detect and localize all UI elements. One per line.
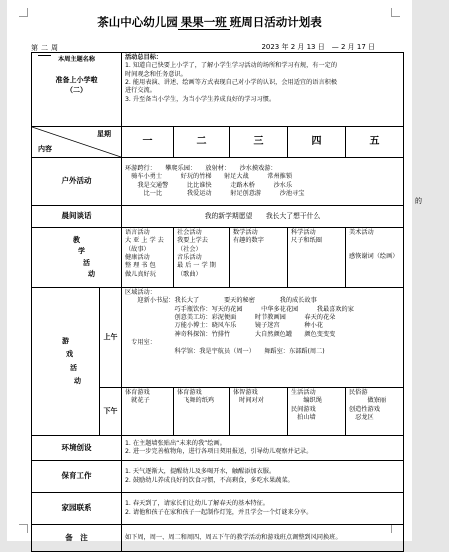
game-pm-line: 拍山墙: [291, 414, 316, 422]
goal-line: 2. 能用表演、讲述、绘画等方式表现自己对小学的认识，会用适宜的语言积极: [125, 79, 338, 87]
game-pm-line: 飞舞的纸鸡: [177, 397, 215, 405]
talk-text: 我的新学期愿望 我长大了想干什么: [122, 206, 404, 228]
game-pm-line: 编织绳: [291, 397, 322, 405]
teach-row: [32, 228, 404, 288]
env-item: 1. 在主题墙张贴出“未来的我”绘画。: [125, 439, 226, 447]
goals-cell: [122, 53, 404, 127]
teach-line: 大 亚 上 学 去: [125, 237, 164, 245]
game-pm-wed: [230, 388, 288, 436]
game-label-char: 戏: [66, 350, 73, 359]
teach-line: 有趣的数字: [233, 237, 264, 245]
teach-line: 最 后 一 学 期: [177, 262, 216, 270]
game-pm-line: 体育游戏: [125, 389, 150, 396]
game-label-char: 动: [74, 376, 81, 385]
teach-title: 语言活动: [125, 229, 150, 236]
game-pm-line: 体智游戏: [233, 389, 258, 396]
week-number: 二: [38, 42, 51, 56]
game-am-line: 迎新小书屋：我长大了 要天的秘密 我的成长故事: [125, 297, 317, 305]
week-suffix: 周: [51, 44, 58, 52]
game-pm-line: 就花子: [125, 397, 150, 405]
notes-text: 如下周，周一、周二和周四、周五下午的教学活动和游戏班点调整到风同换班。: [122, 525, 404, 552]
outdoor-cell: [122, 158, 404, 206]
teach-fri: [346, 228, 404, 288]
theme-sub: （二）: [66, 85, 87, 94]
days-label-top: 星期: [97, 130, 111, 138]
school-name: 茶山中心幼儿园: [97, 15, 178, 29]
care-item: 2. 鼓励幼儿养成良好的饮食习惯，不高剩食，多吃水果蔬菜。: [125, 476, 294, 484]
goal-line: 时间观念和任务意识。: [125, 70, 187, 78]
game-am-line: 创意美工坊：彩泥便面 时节教画园 春天的花朵: [125, 314, 336, 322]
teach-label: [32, 228, 122, 288]
care-row: [32, 461, 404, 493]
notes-label: 备 注: [32, 525, 122, 552]
teach-label-char: 学: [78, 247, 85, 256]
teach-line: 健康活动: [125, 254, 150, 262]
game-am-row: [32, 288, 404, 388]
am-label: 上午: [100, 288, 122, 388]
day-tue: 二: [174, 127, 230, 158]
teach-line: 感恢谢词（绘画）: [349, 253, 399, 261]
teach-line: 音乐活动: [177, 254, 202, 262]
game-pm-line: 生活活动: [291, 389, 316, 396]
day-thu: 四: [288, 127, 346, 158]
days-row: [32, 127, 404, 158]
teach-title: 科学活动: [291, 229, 316, 236]
outdoor-row: [32, 158, 404, 206]
teach-line: 做儿真好玩: [125, 270, 156, 278]
crop-mark-bottom-left: [19, 524, 28, 533]
goals-label: 活动总目标：: [125, 54, 163, 61]
teach-line: （歌曲）: [177, 270, 202, 278]
notes-row: [32, 525, 404, 552]
game-pm-line: 民俗游: [349, 389, 368, 396]
home-item: 2. 请他和孩子在家和孩子一起制作灯笼，并且学会一个灯谜来分享。: [125, 508, 313, 516]
outdoor-line: 我是交通警 比比谁快 走路木桥 沙水乐: [125, 181, 293, 189]
outdoor-line: 比一比 我爱运动 射足创意游 沙池寻宝: [125, 189, 305, 197]
outdoor-label: 户外活动: [32, 158, 122, 206]
outdoor-line: 环游跨行： 攀爬乐园： 放射材： 沙水摸戏游：: [125, 164, 277, 172]
theme-label: 本周主题名称: [57, 56, 96, 63]
game-pm-line: 忍龙区: [349, 414, 374, 422]
home-item: 1. 春天到了，请家长们让幼儿了解春天的基本特征。: [125, 500, 269, 508]
outdoor-line: 骑车小勇士 好玩的竹梯 射足大战 常州推锁: [125, 173, 293, 181]
care-label: 保育工作: [32, 461, 122, 493]
days-label-bottom: 内容: [38, 144, 52, 153]
week-prefix: 第: [31, 44, 38, 52]
day-fri: 五: [346, 127, 404, 158]
game-am-line: 科学馆：我是宇航员（周一） 舞蹈室：东部蹈(周二): [125, 347, 325, 355]
week-date-range: 2023 年 2 月 13 日 — 2 月 17 日: [261, 43, 375, 51]
game-pm-mon: [122, 388, 174, 436]
teach-label-char: 教: [73, 236, 80, 245]
side-note: 的: [415, 197, 422, 205]
days-label-cell: [32, 127, 122, 158]
home-row: [32, 493, 404, 525]
game-pm-fri: [346, 388, 404, 436]
env-label: 环境创设: [32, 436, 122, 461]
teach-title: 美术活动: [349, 229, 374, 236]
teach-wed: [230, 228, 288, 288]
game-pm-line: 时间对对: [233, 397, 264, 405]
teach-mon: [122, 228, 174, 288]
title-suffix: 班周日活动计划表: [229, 15, 322, 29]
game-am-line: 万能小博士：晓风车乐 镜子迷宫 种小花: [125, 322, 323, 330]
doc-title: [7, 14, 412, 30]
game-pm-line: 创造性游戏: [349, 405, 380, 413]
game-am-line: 区域活动：: [125, 289, 156, 296]
day-mon: 一: [122, 127, 174, 158]
theme-row: [32, 53, 404, 127]
talk-row: [32, 206, 404, 228]
theme-cell: [32, 53, 122, 127]
day-wed: 三: [230, 127, 288, 158]
game-am-line: 巧手瓶饮作：写天的花园 中华多花花园 我最喜欢的家: [125, 305, 354, 313]
teach-line: 整 理 书 包: [125, 262, 156, 270]
class-name: 果果一班: [178, 16, 230, 30]
care-cell: [122, 461, 404, 493]
home-cell: [122, 493, 404, 525]
pm-label: 下午: [100, 388, 122, 436]
env-item: 2. 进一步完善植物角，进行各项日契用报送，引导幼儿观察并记录。: [125, 448, 313, 455]
game-am-cell: [122, 288, 404, 388]
care-item: 1. 天气逐渐大，提醒幼儿及多喝开水，触醒添加衣服。: [125, 468, 276, 476]
home-label: 家园联系: [32, 493, 122, 525]
teach-thu: [288, 228, 346, 288]
document-page: [7, 0, 412, 541]
teach-label-char: 活: [83, 258, 90, 267]
game-pm-line: 做寮丽: [349, 397, 387, 405]
game-label-char: 活: [70, 363, 77, 372]
goal-line: 3. 升至备当小学生，为当小学生养成良好的学习习惯。: [125, 95, 276, 103]
game-pm-tue: [174, 388, 230, 436]
game-label-char: 游: [62, 336, 69, 345]
teach-title: 数学活动: [233, 229, 258, 236]
goal-line: 进行交流。: [125, 87, 156, 95]
game-label: [32, 288, 100, 436]
plan-table: [31, 52, 404, 552]
teach-line: 尺子和纸圈: [291, 237, 322, 245]
theme-name: 准备上小学啦: [55, 76, 98, 85]
goal-line: 1. 知道自己快要上小学了，了解小学生学习活动的场所和学习有规，有一定的: [125, 62, 338, 70]
game-am-line: 神奇科探馆：竹排竹 大自然颜色罐 颜色变变变: [125, 330, 336, 338]
teach-title: 社会活动: [177, 229, 202, 236]
game-am-line: 专用室：: [125, 339, 156, 347]
teach-line: （社会）: [177, 245, 202, 253]
teach-line: 我要上学去: [177, 237, 208, 245]
game-pm-line: 体育游戏: [177, 389, 202, 396]
teach-tue: [174, 228, 230, 288]
env-row: [32, 436, 404, 461]
game-pm-thu: [288, 388, 346, 436]
teach-label-char: 动: [88, 269, 95, 278]
env-cell: [122, 436, 404, 461]
game-pm-line: 民间游戏: [291, 405, 316, 413]
talk-label: 晨间谈话: [32, 206, 122, 228]
teach-line: （故事）: [125, 245, 150, 253]
